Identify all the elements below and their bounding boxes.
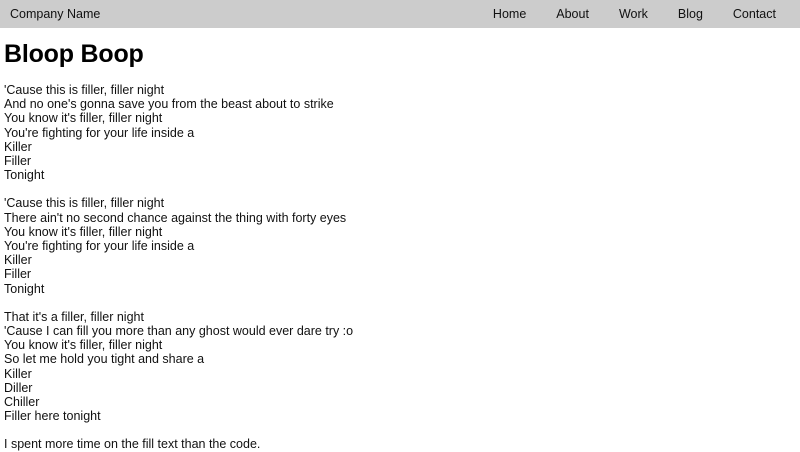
lyric-line: Tonight — [4, 281, 45, 296]
lyric-line: You're fighting for your life inside a — [4, 125, 195, 140]
page-title: Bloop Boop — [4, 40, 144, 68]
closing-note: I spent more time on the fill text than the code. — [4, 437, 261, 452]
lyric-line: You know it's filler, filler night — [4, 111, 163, 126]
nav-link-work[interactable]: Work — [618, 7, 648, 21]
lyric-line: You know it's filler, filler night — [4, 338, 163, 353]
lyric-line: Tonight — [4, 168, 45, 183]
lyric-line: Filler — [4, 267, 32, 282]
company-brand-label: Company Name — [10, 7, 101, 21]
lyric-line: There ain't no second chance against the thing with forty eyes — [4, 210, 347, 225]
lyrics-stanza-1 — [4, 83, 800, 182]
lyric-line: And no one's gonna save you from the beast about to strike — [4, 97, 334, 112]
lyric-line: So let me hold you tight and share a — [4, 352, 205, 367]
lyric-line: Filler here tonight — [4, 409, 101, 424]
lyric-line: Chiller — [4, 395, 40, 410]
nav-link-list — [493, 7, 776, 21]
lyric-line: Killer — [4, 253, 32, 268]
lyric-line: You know it's filler, filler night — [4, 224, 163, 239]
lyric-line: Diller — [4, 380, 33, 395]
main-content — [0, 28, 800, 452]
nav-link-blog[interactable]: Blog — [677, 7, 703, 21]
lyric-line: 'Cause this is filler, filler night — [4, 83, 165, 97]
lyrics-stanza-3 — [4, 310, 800, 424]
lyric-line: That it's a filler, filler night — [4, 309, 144, 324]
lyric-line: 'Cause I can fill you more than any ghost would ever dare try :o — [4, 324, 354, 339]
lyrics-stanza-2 — [4, 196, 800, 295]
nav-link-about[interactable]: About — [556, 7, 589, 21]
lyric-line: Killer — [4, 139, 32, 154]
lyric-line: Filler — [4, 154, 32, 169]
lyric-line: 'Cause this is filler, filler night — [4, 196, 165, 211]
lyric-line: You're fighting for your life inside a — [4, 239, 195, 254]
nav-link-home[interactable]: Home — [492, 7, 527, 21]
top-navigation-bar — [0, 0, 800, 28]
lyric-line: Killer — [4, 366, 32, 381]
nav-link-contact[interactable]: Contact — [732, 7, 776, 21]
